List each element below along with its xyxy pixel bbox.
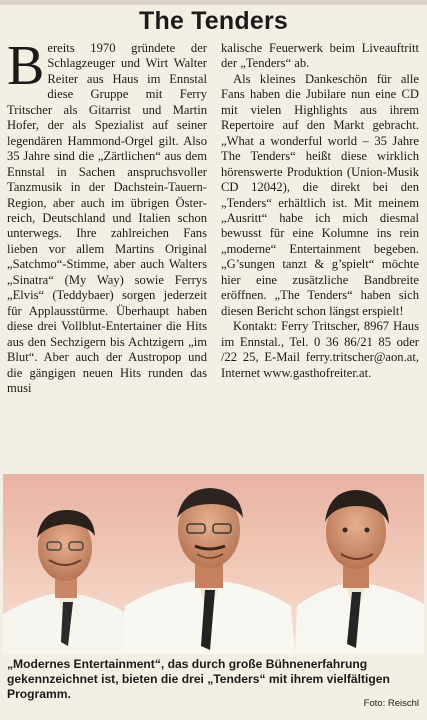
band-member-left	[3, 510, 135, 654]
paragraph	[7, 35, 207, 396]
band-members-illustration	[3, 474, 424, 654]
drop-cap: B	[7, 35, 45, 97]
band-member-middle	[123, 488, 295, 654]
photo-credit: Foto: Reischl	[363, 698, 419, 709]
band-photo	[3, 474, 424, 654]
band-member-right	[295, 490, 424, 654]
paragraph: kalische Feuerwerk beim Liveauftritt der „Tenders“ ab.	[221, 41, 419, 71]
paragraph-text: ereits 1970 gründete der Schlagzeuger und Wirt Walter Reiter aus Haus im Ennstal diese Gruppe mit Ferry Tritscher als Gitarrist und Martin Hofer, der als Spezialist auf seiner legendären Hammond-Orgel gilt. Also 35 Jahre sind die „Zärtlichen“ aus dem Ennstal in Sachen anspruchsvoller Tanzmusik in der Dachstein-Tauern-Region, aber auch im übrigen Österreich, Deutschland und Italien schon unterwegs. Ihre zahlreichen Fans lieben vor allem Martins Original „Satchmo“-Stimme, aber auch Walters „Sinatra“ (My Way) sowie Ferrys „Elvis“ (Teddybaer) sorgen jederzeit für Applausstürme. Überhaupt haben diese drei Vollblut-Entertainer die Hits aus den Sechzigern bis Achtzigern „im Blut“. Aber auch der Austropop und die gängigen neuen Hits runden das musi	[7, 41, 207, 395]
article-title: The Tenders	[139, 7, 288, 35]
photo-caption: „Modernes Entertainment“, das durch große Bühnenerfahrung gekennzeichnet ist, bieten die drei „Tenders“ mit ihrem vielfältigen Programm.	[7, 657, 390, 701]
contact-paragraph: Kontakt: Ferry Tritscher, 8967 Haus im Ennstal., Tel. 0 36 86/21 85 oder /22 25, E-Mail ferry.tritscher@aon.at, Internet www.gasthofreiter.at.	[221, 319, 419, 380]
cropped-previous-article	[0, 0, 427, 5]
right-column	[221, 41, 419, 381]
paragraph: Als kleines Dankeschön für alle Fans haben die Jubilare nun eine CD mit vielen Highlights aus ihrem Repertoire auf den Markt gebracht. „What a wonderful world – 35 Jahre The Tenders“ heißt diese wirklich hörenswerte Produktion (Union-Musik CD 12042), die direkt bei den „Tenders“ erhältlich ist. Mit meinem „Ausritt“ habe ich mich diesmal bewusst für eine Kolumne ins rein „moderne“ Entertainment begeben. „G’sungen tanzt & g’spielt“ möchte hier eine zusätzliche Bandbreite eröffnen. „The Tenders“ haben sich diesen Bericht schon längst erspielt!	[221, 71, 419, 318]
left-column	[7, 35, 207, 396]
